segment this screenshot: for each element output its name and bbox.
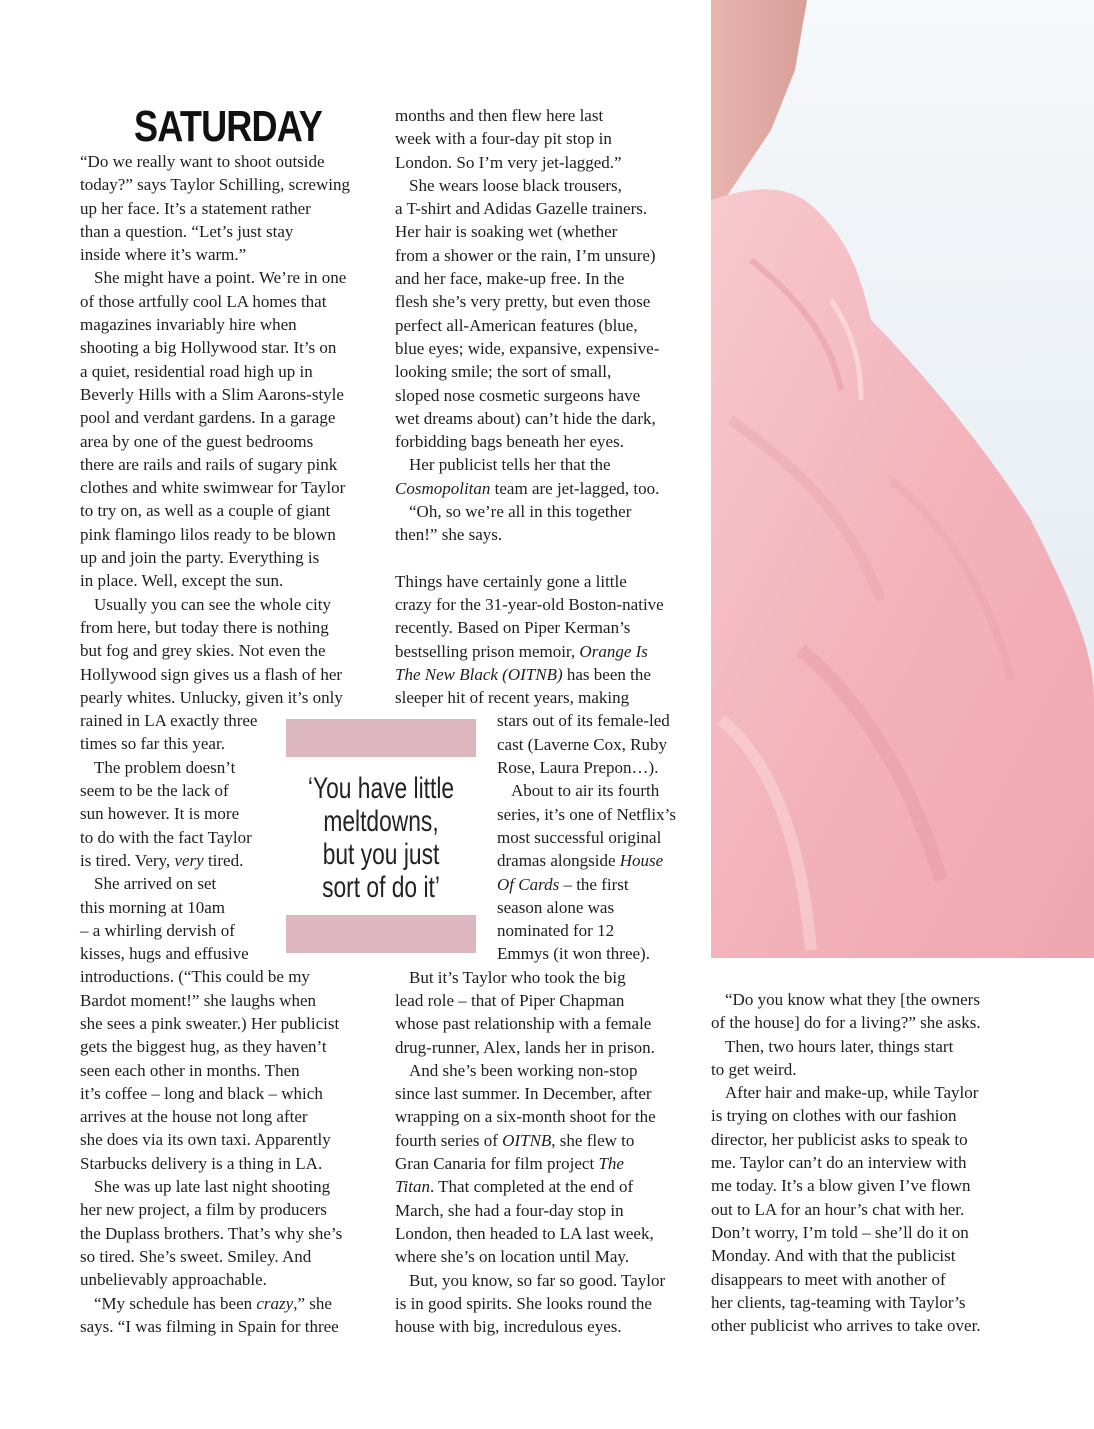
pull-quote (281, 718, 477, 954)
paragraph: About to air its fourth series, it’s one of Netflix’s most successful original dramas alongside House Of Cards – the first season alone was nominated for 12 Emmys (it won three). (497, 781, 676, 964)
paragraph: Usually you can see the whole city from here, but today there is nothing but fog and grey skies. Not even the Hollywood sign gives us a flash of her pearly whites. Unlucky, given it’s only rained in LA exactly three times so far this year. (80, 594, 343, 754)
paragraph: The problem doesn’t seem to be the lack of sun however. It is more to do with the fact Taylor is tired. Very, very tired. (80, 757, 252, 870)
paragraph: “Do we really want to shoot outside today?” says Taylor Schilling, screwing up her face. It’s a statement rather than a question. “Let’s just stay inside where it’s warm.” (80, 152, 350, 265)
paragraph: She was up late last night shooting her new project, a film by producers the Duplass brothers. That’s why she’s so tired. She’s sweet. Smiley. And unbelievably approachable. (80, 1177, 343, 1290)
paragraph: Then, two hours later, things start to get weird. (711, 1036, 954, 1079)
paragraph: And she’s been working non-stop since last summer. In December, after wrapping on a six-month shoot for the fourth series of OITNB, she flew to Gran Canaria for film project The Titan. That completed at the end of March, she had a four-day stop in London, then headed to LA last week, where she’s on location until May. (395, 1060, 656, 1267)
pull-quote-bottom-bar (286, 915, 476, 953)
paragraph: After hair and make-up, while Taylor is trying on clothes with our fashion director, her publicist asks to speak to me. Taylor can’t do an interview with me today. It’s a blow given I’ve flown out to LA for an hour’s chat with her. Don’t worry, I’m told – she’ll do it on Monday. And with that the publicist disappears to meet with another of her clients, tag-teaming with Taylor’s other publicist who arrives to take over. (711, 1083, 981, 1336)
paragraph: “My schedule has been crazy,” she says. “I was filming in Spain for three (80, 1293, 339, 1336)
paragraph: But it’s Taylor who took the big lead role – that of Piper Chapman whose past relationship with a female drug-runner, Alex, lands her in prison. (395, 967, 655, 1057)
paragraph: “Do you know what they [the owners of the house] do for a living?” she asks. (711, 990, 981, 1033)
pull-quote-text: ‘You have little meltdowns, but you just sort of do it’ (307, 772, 455, 904)
pink-dress-photo (711, 0, 1094, 958)
paragraph: Things have certainly gone a little crazy for the 31-year-old Boston-native recently. Based on Piper Kerman’s bestselling prison memoir, Orange Is The New Black (OITNB) has been the sleeper hit of recent years, making stars out of its female-led cast (Laverne Cox, Ruby Rose, Laura Prepon…). (395, 571, 670, 778)
paragraph: She arrived on set this morning at 10am – a whirling dervish of kisses, hugs and effusive introductions. (“This could be my Bardot moment!” she laughs when she sees a pink sweater.) Her publicist gets the biggest hug, as they haven’t seen each other in months. Then it’s coffee – long and black – which arrives at the house not long after she does via its own taxi. Apparently Starbucks delivery is a thing in LA. (80, 874, 340, 1173)
paragraph: She might have a point. We’re in one of those artfully cool LA homes that magazines invariably hire when shooting a big Hollywood star. It’s on a quiet, residential road high up in Beverly Hills with a Slim Aarons-style pool and verdant gardens. In a garage area by one of the guest bedrooms there are rails and rails of sugary pink clothes and white swimwear for Taylor to try on, as well as a couple of giant pink flamingo lilos ready to be blown up and join the party. Everything is in place. Well, except the sun. (80, 268, 347, 591)
paragraph: She wears loose black trousers, a T-shirt and Adidas Gazelle trainers. Her hair is soaking wet (whether from a shower or the rain, I’m unsure) and her face, make-up free. In the flesh she’s very pretty, but even those perfect all-American features (blue, blue eyes; wide, expansive, expensive- looking smile; the sort of small, sloped nose cosmetic surgeons have wet dreams about) can’t hide the dark, forbidding bags beneath her eyes. (395, 175, 660, 452)
article-column-3 (711, 988, 1011, 1337)
photo-illustration (711, 0, 1094, 958)
paragraph: months and then flew here last week with a four-day pit stop in London. So I’m very jet-lagged.” (395, 106, 622, 172)
paragraph: “Oh, so we’re all in this together then!” she says. (395, 502, 632, 545)
pull-quote-top-bar (286, 719, 476, 757)
section-heading: SATURDAY (134, 102, 322, 151)
paragraph: Her publicist tells her that the Cosmopolitan team are jet-lagged, too. (395, 455, 660, 498)
paragraph: But, you know, so far so good. Taylor is in good spirits. She looks round the house with big, incredulous eyes. (395, 1270, 666, 1337)
